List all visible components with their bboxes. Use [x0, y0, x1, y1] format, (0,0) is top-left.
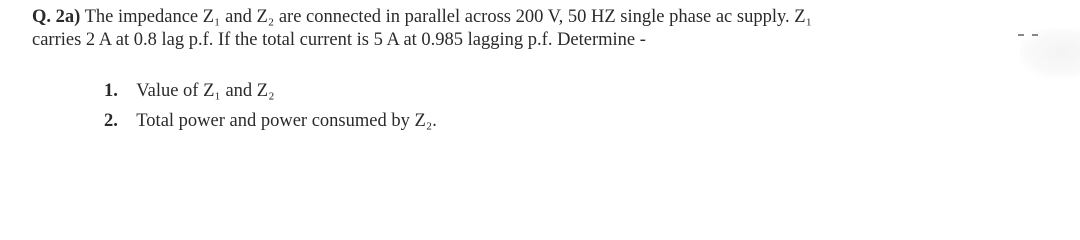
scan-mark	[1032, 34, 1038, 36]
question-label: Q. 2a)	[32, 7, 81, 27]
list-item-number: 1.	[104, 81, 118, 101]
scan-mark	[1018, 34, 1024, 36]
question-parts-list	[104, 76, 437, 136]
list-item-text: Total power and power consumed by Z₂.	[136, 111, 437, 131]
question-text	[32, 6, 1072, 52]
scan-smudge	[1020, 28, 1080, 78]
question-line-2: carries 2 A at 0.8 lag p.f. If the total current is 5 A at 0.985 lagging p.f. Determine -	[32, 30, 646, 50]
list-item-number: 2.	[104, 111, 118, 131]
list-item-text: Value of Z₁ and Z₂	[136, 81, 275, 101]
question-line-1	[32, 6, 1072, 29]
list-item	[104, 76, 437, 106]
question-line-1-text: The impedance Z₁ and Z₂ are connected in parallel across 200 V, 50 HZ single phase ac supply. Z₁	[84, 7, 813, 27]
list-item	[104, 106, 437, 136]
